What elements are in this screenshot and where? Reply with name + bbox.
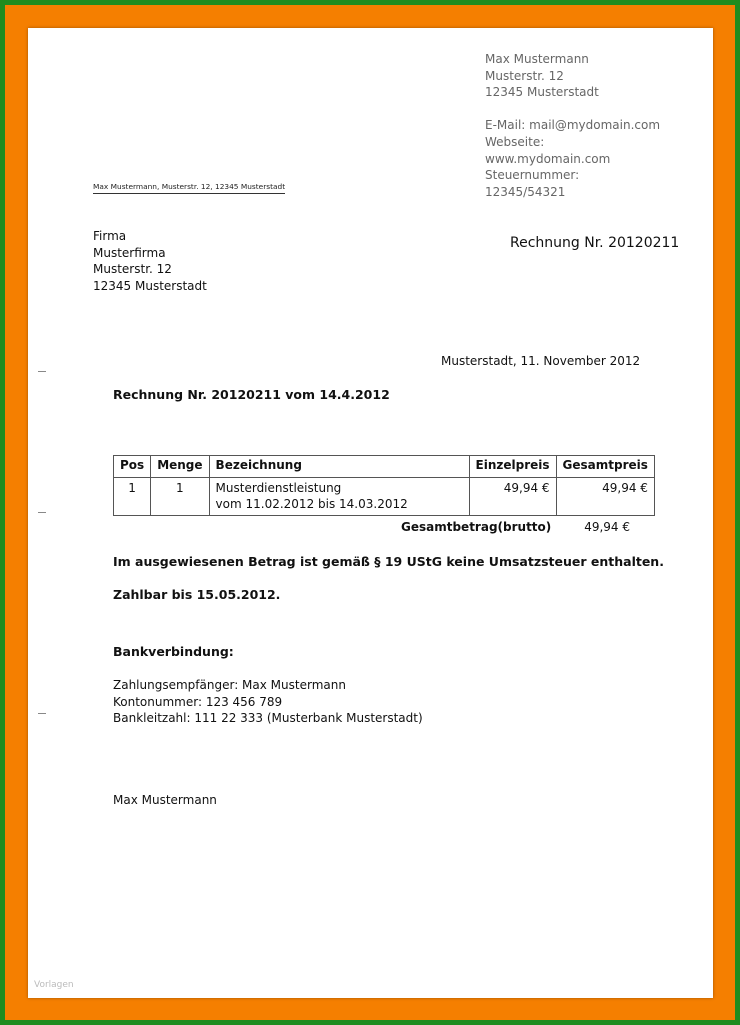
invoice-items-table [113,455,655,516]
recipient-line2: Musterfirma [93,245,166,260]
vat-note: Im ausgewiesenen Betrag ist gemäß § 19 UStG keine Umsatzsteuer enthalten. [113,554,664,569]
bank-code: Bankleitzahl: 111 22 333 (Musterbank Musterstadt) [113,711,423,726]
item-name: Musterdienstleistung [215,481,342,495]
total-label: Gesamtbetrag(brutto) [401,520,552,534]
recipient-street: Musterstr. 12 [93,262,172,277]
header-gesamtpreis: Gesamtpreis [556,456,654,478]
cell-bezeichnung [209,478,469,516]
subject-line: Rechnung Nr. 20120211 vom 14.4.2012 [113,387,390,402]
sender-city: 12345 Musterstadt [485,85,599,100]
header-bezeichnung: Bezeichnung [209,456,469,478]
sender-email: E-Mail: mail@mydomain.com [485,118,661,133]
item-period: vom 11.02.2012 bis 14.03.2012 [215,497,408,511]
bank-recipient: Zahlungsempfänger: Max Mustermann [113,678,346,692]
punch-mark [38,512,46,513]
place-date: Musterstadt, 11. November 2012 [441,354,641,368]
recipient-line1: Firma [93,229,127,243]
sender-website-label: Webseite: [485,134,545,149]
bank-details [113,677,423,727]
recipient-address [93,228,207,294]
fold-mark-bottom [38,713,46,714]
sender-street: Musterstr. 12 [485,68,564,83]
fold-mark-top [38,371,46,372]
cell-gesamtpreis: 49,94 € [556,478,654,516]
cell-pos: 1 [114,478,151,516]
sender-website: www.mydomain.com [485,151,611,166]
bank-title: Bankverbindung: [113,644,234,659]
total-value: 49,94 € [584,520,630,534]
table-row [114,478,655,516]
sender-tax-label: Steuernummer: [485,168,580,183]
sender-name: Max Mustermann [485,52,589,66]
bank-account: Kontonummer: 123 456 789 [113,694,283,709]
return-address-line: Max Mustermann, Musterstr. 12, 12345 Musterstadt [93,182,285,194]
header-menge: Menge [151,456,209,478]
invoice-heading: Rechnung Nr. 20120211 [510,235,680,251]
cell-einzelpreis: 49,94 € [469,478,556,516]
cell-menge: 1 [151,478,209,516]
table-header-row [114,456,655,478]
watermark: Vorlagen [34,980,74,990]
recipient-city: 12345 Musterstadt [93,278,207,293]
sender-block [485,51,660,200]
due-date-note: Zahlbar bis 15.05.2012. [113,587,281,602]
header-einzelpreis: Einzelpreis [469,456,556,478]
signature-name: Max Mustermann [113,793,217,807]
header-pos: Pos [114,456,151,478]
sender-tax-number: 12345/54321 [485,184,566,199]
